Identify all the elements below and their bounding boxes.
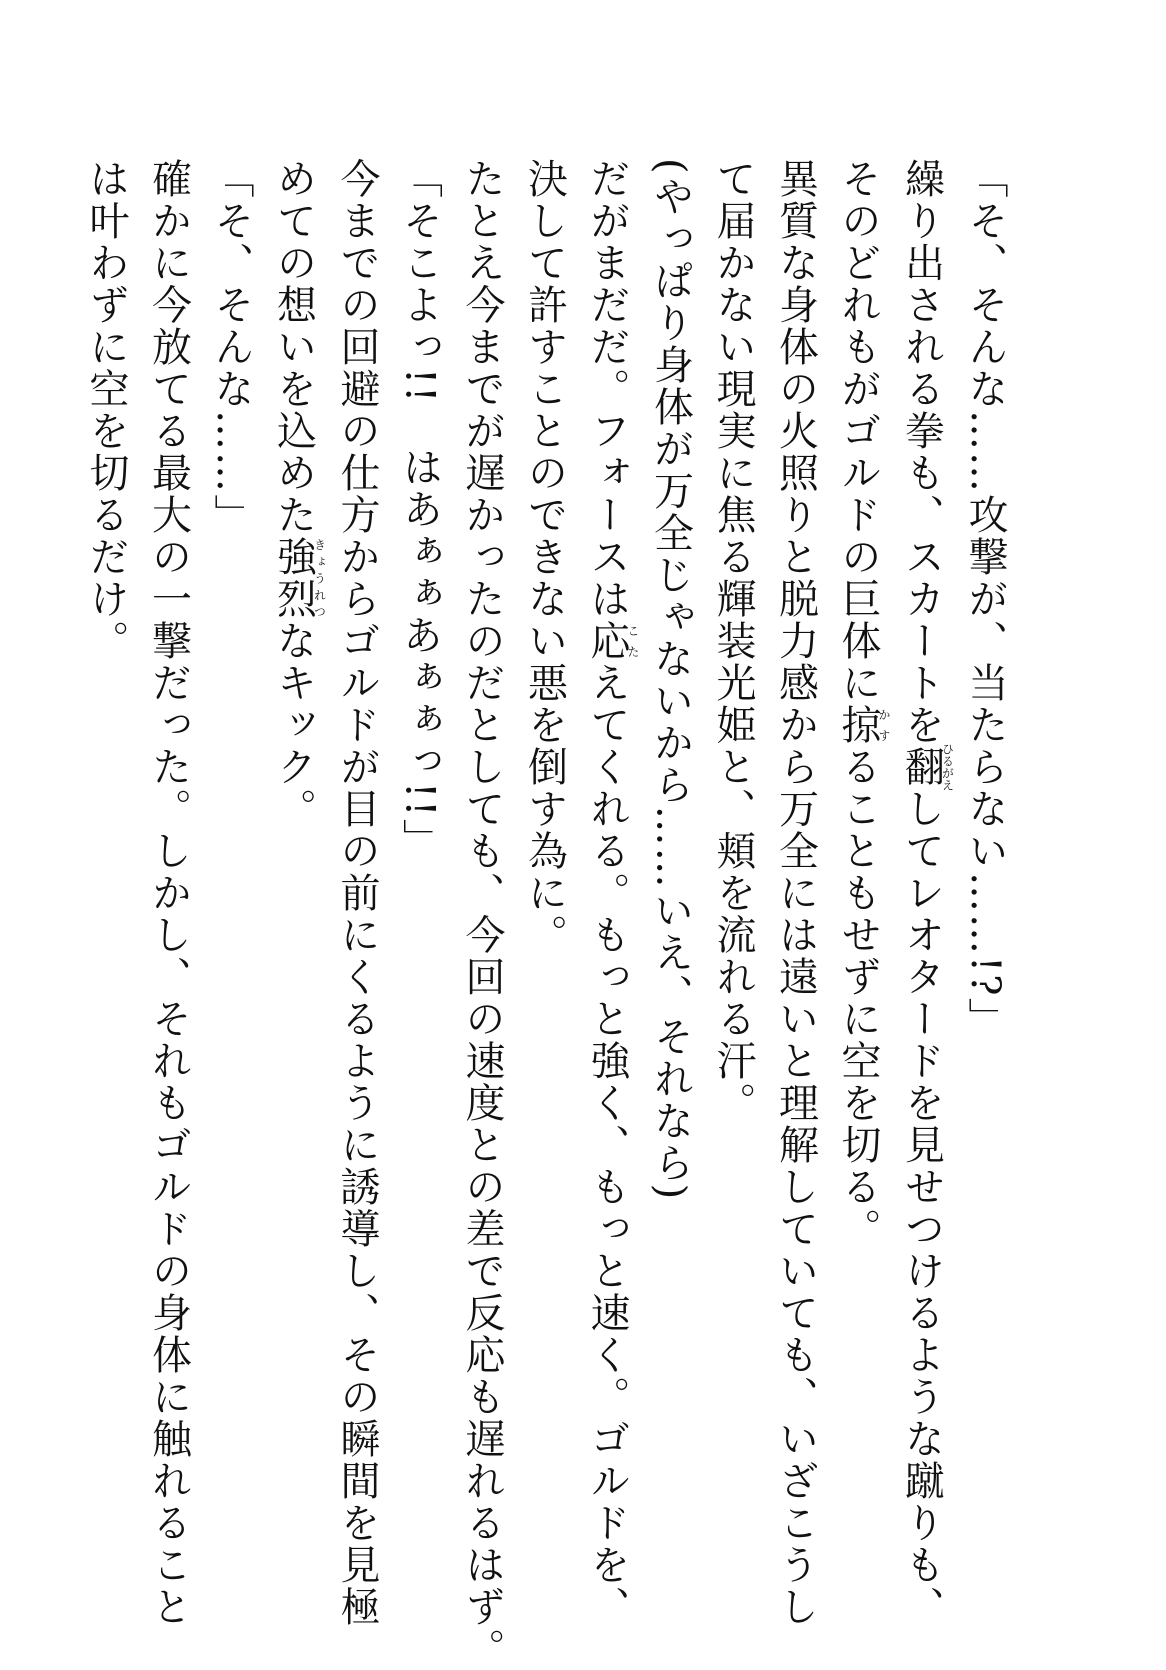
text-line: 異質な身体の火照りと脱力感から万全には遠いと理解していても、いざこうし: [772, 158, 819, 1628]
text-line: 確かに今放てる最大の一撃だった。しかし、それもゴルドの身体に触れること: [145, 158, 192, 1628]
text-line: て届かない現実に焦る輝装光姫と、頬を流れる汗。: [710, 158, 756, 1124]
text-line: たとえ今までが遅かったのだとしても、今回の速度との差で反応も遅れるはず。: [459, 158, 505, 1670]
text-line: 今までの回避の仕方からゴルドが目の前にくるように誘導し、その瞬間を見極: [334, 158, 380, 1628]
ruby-kotaete: 応こた: [584, 620, 640, 662]
text-line: 繰り出される拳も、スカートを翻ひるがえしてレオタードを見せつけるような蹴りも、: [898, 158, 955, 1628]
text-line: 「そこよっ!! はあぁぁあぁぁっ!!」: [396, 158, 443, 861]
text-line: だがまだだ。フォースは応こたえてくれる。もっと強く、もっと速く。ゴルドを、: [584, 158, 640, 1628]
text-line: 決して許すことのできない悪を倒す為に。: [521, 158, 568, 956]
text-line: そのどれもがゴルドの巨体に掠かすることもせずに空を切る。: [835, 158, 891, 1250]
ruby-kyouretsu: 強烈きょうれつ: [270, 536, 327, 620]
text-line: 「そ、そんな……攻撃が、当たらない……!?」: [962, 158, 1008, 1040]
text-line: (やっぱり身体が万全じゃないから……いえ、それなら): [647, 158, 694, 1202]
ruby-kasuru: 掠かす: [835, 704, 891, 746]
ruby-hirugaeshite: 翻ひるがえ: [898, 743, 955, 791]
text-line: 「そ、そんな……」: [208, 158, 254, 536]
text-line: は叶わずに空を切るだけ。: [83, 158, 129, 662]
vertical-text-body: [75, 158, 1017, 1670]
text-line: めての想いを込めた強烈きょうれつなキック。: [270, 158, 327, 830]
